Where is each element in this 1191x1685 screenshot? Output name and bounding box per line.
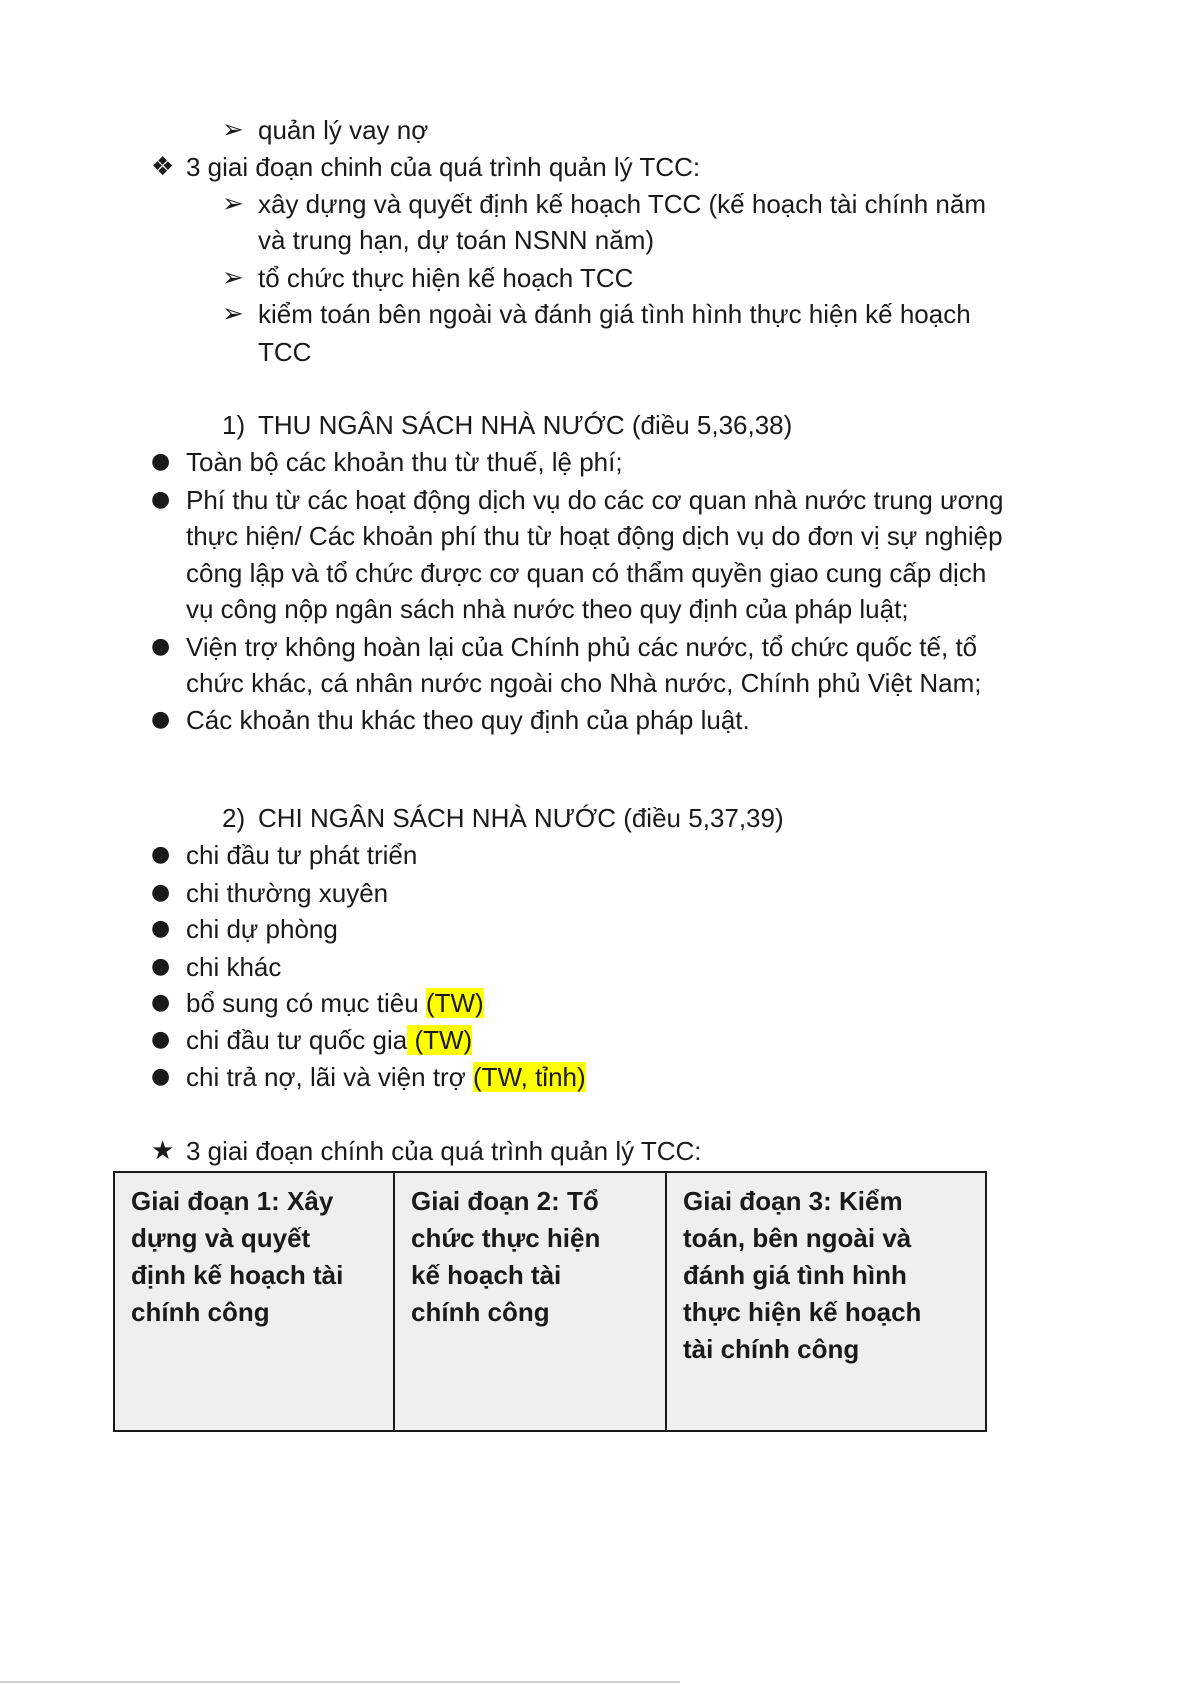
bullet-icon: ● <box>151 880 171 905</box>
list-item <box>186 1061 586 1093</box>
cell-line: Giai đoạn 3: Kiểm <box>683 1186 903 1216</box>
section-number: 2) <box>222 803 246 833</box>
list-item-text: chi trả nợ, lãi và viện trợ <box>186 1062 473 1092</box>
arrow-bullet-icon: ➢ <box>222 299 244 329</box>
list-item: Viện trợ không hoàn lại của Chính phủ các nước, tổ chức quốc tế, tổ <box>186 632 978 662</box>
cell-line: thực hiện kế hoạch <box>683 1297 922 1327</box>
star-bullet-icon: ★ <box>151 1136 175 1166</box>
cell-line: chính công <box>411 1297 550 1327</box>
highlighted-note: (TW) <box>425 988 484 1018</box>
bullet-icon: ● <box>151 487 171 512</box>
arrow-bullet-icon: ➢ <box>222 189 244 219</box>
list-item: chi đầu tư phát triển <box>186 840 418 870</box>
cell-line: Giai đoạn 2: Tổ <box>411 1186 599 1216</box>
bullet-icon: ● <box>151 1027 171 1052</box>
list-item: quản lý vay nợ <box>258 115 429 145</box>
bullet-icon: ● <box>151 842 171 867</box>
page-bottom-divider <box>0 1681 680 1683</box>
table-cell-stage-2 <box>394 1172 666 1431</box>
cell-line: chức thực hiện <box>411 1223 601 1253</box>
bullet-icon: ● <box>151 916 171 941</box>
highlighted-note: (TW, tỉnh) <box>472 1062 586 1092</box>
list-item: chi khác <box>186 952 282 982</box>
list-item-text: chi đầu tư quốc gia <box>186 1025 408 1055</box>
table-row <box>114 1172 986 1431</box>
list-item-continuation: công lập và tổ chức được cơ quan có thẩm quyền giao cung cấp dịch <box>186 558 987 588</box>
section-number: 1) <box>222 410 246 440</box>
cell-line: tài chính công <box>683 1334 860 1364</box>
list-item-continuation: thực hiện/ Các khoản phí thu từ hoạt động dịch vụ do đơn vị sự nghiệp <box>186 521 1003 551</box>
bullet-icon: ● <box>151 990 171 1015</box>
list-item: Phí thu từ các hoạt động dịch vụ do các cơ quan nhà nước trung ương <box>186 485 1004 515</box>
list-item <box>186 1024 472 1056</box>
stages-table <box>113 1171 987 1432</box>
list-item-continuation: TCC <box>258 337 312 367</box>
list-item: xây dựng và quyết định kế hoạch TCC (kế hoạch tài chính năm <box>258 189 987 219</box>
list-item: chi thường xuyên <box>186 878 389 908</box>
cell-line: Giai đoạn 1: Xây <box>131 1186 334 1216</box>
list-item: chi dự phòng <box>186 914 338 944</box>
section-heading: THU NGÂN SÁCH NHÀ NƯỚC (điều 5,36,38) <box>258 410 793 440</box>
cell-line: dựng và quyết <box>131 1223 311 1253</box>
bullet-icon: ● <box>151 954 171 979</box>
cell-line: chính công <box>131 1297 270 1327</box>
arrow-bullet-icon: ➢ <box>222 115 244 145</box>
cell-line: đánh giá tình hình <box>683 1260 907 1290</box>
section-heading: CHI NGÂN SÁCH NHÀ NƯỚC (điều 5,37,39) <box>258 803 784 833</box>
list-item: Các khoản thu khác theo quy định của pháp luật. <box>186 705 750 735</box>
bullet-icon: ● <box>151 449 171 474</box>
arrow-bullet-icon: ➢ <box>222 263 244 293</box>
list-item-continuation: và trung hạn, dự toán NSNN năm) <box>258 225 655 255</box>
table-cell-stage-3 <box>666 1172 986 1431</box>
list-item-continuation: chức khác, cá nhân nước ngoài cho Nhà nước, Chính phủ Việt Nam; <box>186 668 982 698</box>
bullet-icon: ● <box>151 707 171 732</box>
list-item-continuation: vụ công nộp ngân sách nhà nước theo quy định của pháp luật; <box>186 594 909 624</box>
list-item: Toàn bộ các khoản thu từ thuế, lệ phí; <box>186 447 623 477</box>
list-item-text: bổ sung có mục tiêu <box>186 988 426 1018</box>
list-item: 3 giai đoạn chinh của quá trình quản lý TCC: <box>186 152 701 182</box>
diamond-bullet-icon: ❖ <box>151 152 175 182</box>
bullet-icon: ● <box>151 1064 171 1089</box>
list-item: 3 giai đoạn chính của quá trình quản lý TCC: <box>186 1136 702 1166</box>
cell-line: toán, bên ngoài và <box>683 1223 912 1253</box>
cell-line: kế hoạch tài <box>411 1260 562 1290</box>
list-item: kiểm toán bên ngoài và đánh giá tình hình thực hiện kế hoạch <box>258 299 971 329</box>
list-item: tổ chức thực hiện kế hoạch TCC <box>258 263 634 293</box>
table-cell-stage-1 <box>114 1172 394 1431</box>
list-item <box>186 987 484 1019</box>
cell-line: định kế hoạch tài <box>131 1260 344 1290</box>
highlighted-note: (TW) <box>407 1025 473 1055</box>
bullet-icon: ● <box>151 634 171 659</box>
